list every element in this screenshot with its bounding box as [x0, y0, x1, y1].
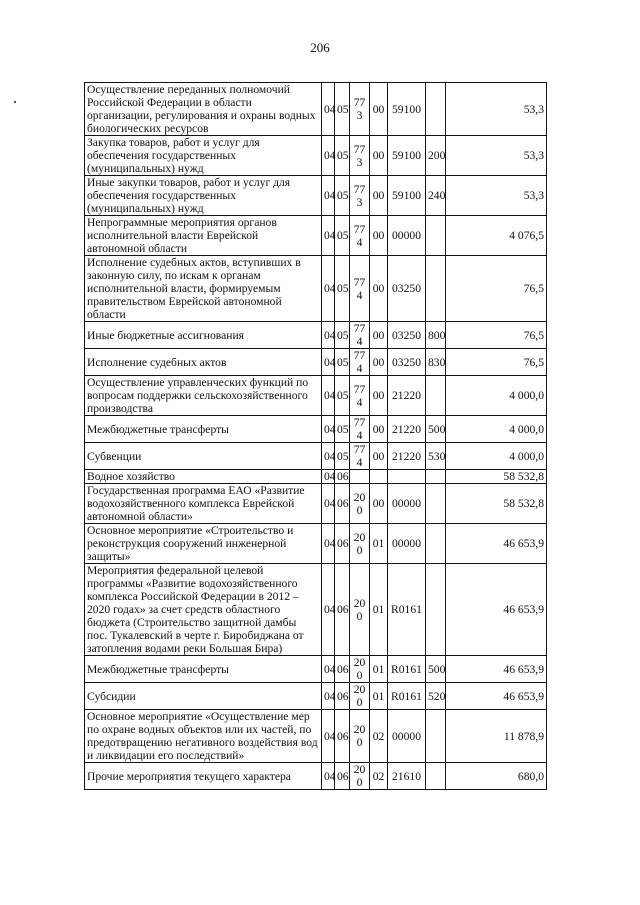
subsection-code-cell: 05 — [335, 83, 350, 136]
row-name-cell: Основное мероприятие «Осуществление мер по охране водных объектов или их частей, по предотвращению негативного воздействия вод и ликвидации его последствий» — [85, 710, 322, 763]
table-row — [85, 256, 547, 322]
amount-cell: 46 653,9 — [446, 524, 547, 564]
expense-type-cell: 240 — [426, 176, 446, 216]
subprogram-code-cell: 00 — [370, 416, 388, 443]
program-code-cell: 20 0 — [350, 683, 370, 710]
amount-cell: 46 653,9 — [446, 683, 547, 710]
subprogram-code-cell: 01 — [370, 564, 388, 656]
program-code-cell: 77 3 — [350, 176, 370, 216]
section-code-cell: 04 — [322, 443, 335, 470]
subsection-code-cell: 06 — [335, 683, 350, 710]
direction-code-cell: 21610 — [388, 763, 426, 790]
row-name-cell: Осуществление управленческих функций по вопросам поддержки сельскохозяйственного производства — [85, 376, 322, 416]
row-name-cell: Прочие мероприятия текущего характера — [85, 763, 322, 790]
section-code-cell: 04 — [322, 470, 335, 484]
subsection-code-cell: 06 — [335, 564, 350, 656]
amount-cell: 680,0 — [446, 763, 547, 790]
program-code-cell: 77 4 — [350, 349, 370, 376]
subprogram-code-cell: 02 — [370, 710, 388, 763]
table-row — [85, 416, 547, 443]
expense-type-cell: 500 — [426, 656, 446, 683]
section-code-cell: 04 — [322, 322, 335, 349]
section-code-cell: 04 — [322, 656, 335, 683]
row-name-cell: Водное хозяйство — [85, 470, 322, 484]
direction-code-cell: R0161 — [388, 564, 426, 656]
amount-cell: 46 653,9 — [446, 564, 547, 656]
expense-type-cell — [426, 763, 446, 790]
expense-type-cell: 520 — [426, 683, 446, 710]
section-code-cell: 04 — [322, 349, 335, 376]
expense-type-cell — [426, 470, 446, 484]
direction-code-cell: 03250 — [388, 256, 426, 322]
subprogram-code-cell: 00 — [370, 256, 388, 322]
section-code-cell: 04 — [322, 176, 335, 216]
section-code-cell: 04 — [322, 216, 335, 256]
table-row — [85, 443, 547, 470]
subsection-code-cell: 06 — [335, 524, 350, 564]
amount-cell: 76,5 — [446, 256, 547, 322]
amount-cell: 53,3 — [446, 83, 547, 136]
section-code-cell: 04 — [322, 376, 335, 416]
expense-type-cell — [426, 710, 446, 763]
program-code-cell: 77 4 — [350, 216, 370, 256]
subsection-code-cell: 05 — [335, 176, 350, 216]
subprogram-code-cell: 00 — [370, 216, 388, 256]
table-row — [85, 470, 547, 484]
expense-type-cell: 200 — [426, 136, 446, 176]
expense-type-cell — [426, 83, 446, 136]
program-code-cell: 77 3 — [350, 136, 370, 176]
subsection-code-cell: 05 — [335, 216, 350, 256]
row-name-cell: Межбюджетные трансферты — [85, 416, 322, 443]
section-code-cell: 04 — [322, 763, 335, 790]
table-row — [85, 349, 547, 376]
direction-code-cell: 00000 — [388, 710, 426, 763]
table-row — [85, 484, 547, 524]
direction-code-cell: 00000 — [388, 524, 426, 564]
program-code-cell: 77 4 — [350, 322, 370, 349]
section-code-cell: 04 — [322, 710, 335, 763]
subprogram-code-cell: 01 — [370, 683, 388, 710]
direction-code-cell: 03250 — [388, 322, 426, 349]
subsection-code-cell: 05 — [335, 349, 350, 376]
section-code-cell: 04 — [322, 136, 335, 176]
subprogram-code-cell: 00 — [370, 176, 388, 216]
subprogram-code-cell: 00 — [370, 322, 388, 349]
section-code-cell: 04 — [322, 83, 335, 136]
subsection-code-cell: 05 — [335, 256, 350, 322]
page-number: 206 — [310, 40, 330, 55]
expense-type-cell: 830 — [426, 349, 446, 376]
subsection-code-cell: 06 — [335, 763, 350, 790]
amount-cell: 58 532,8 — [446, 470, 547, 484]
amount-cell: 4 000,0 — [446, 376, 547, 416]
table-row — [85, 322, 547, 349]
subprogram-code-cell: 00 — [370, 376, 388, 416]
subsection-code-cell: 05 — [335, 416, 350, 443]
expense-type-cell: 500 — [426, 416, 446, 443]
direction-code-cell: 00000 — [388, 216, 426, 256]
subprogram-code-cell: 02 — [370, 763, 388, 790]
expense-type-cell — [426, 216, 446, 256]
table-row — [85, 656, 547, 683]
program-code-cell: 20 0 — [350, 656, 370, 683]
amount-cell: 4 076,5 — [446, 216, 547, 256]
row-name-cell: Непрограммные мероприятия органов исполнительной власти Еврейской автономной области — [85, 216, 322, 256]
direction-code-cell: R0161 — [388, 656, 426, 683]
subsection-code-cell: 05 — [335, 443, 350, 470]
subsection-code-cell: 06 — [335, 470, 350, 484]
expense-type-cell — [426, 524, 446, 564]
amount-cell: 46 653,9 — [446, 656, 547, 683]
amount-cell: 53,3 — [446, 176, 547, 216]
subsection-code-cell: 06 — [335, 710, 350, 763]
table-row — [85, 376, 547, 416]
row-name-cell: Субсидии — [85, 683, 322, 710]
section-code-cell: 04 — [322, 683, 335, 710]
direction-code-cell: 03250 — [388, 349, 426, 376]
table-row — [85, 710, 547, 763]
section-code-cell: 04 — [322, 256, 335, 322]
table-row — [85, 83, 547, 136]
program-code-cell — [350, 470, 370, 484]
program-code-cell: 20 0 — [350, 564, 370, 656]
program-code-cell: 20 0 — [350, 763, 370, 790]
subprogram-code-cell: 00 — [370, 349, 388, 376]
row-name-cell: Исполнение судебных актов, вступивших в законную силу, по искам к органам исполнительной власти, формируемым правительством Еврейской автономной области — [85, 256, 322, 322]
amount-cell: 53,3 — [446, 136, 547, 176]
table-row — [85, 763, 547, 790]
row-name-cell: Государственная программа ЕАО «Развитие водохозяйственного комплекса Еврейской автономной области» — [85, 484, 322, 524]
program-code-cell: 77 4 — [350, 256, 370, 322]
subprogram-code-cell: 00 — [370, 83, 388, 136]
direction-code-cell: 59100 — [388, 136, 426, 176]
budget-table — [84, 82, 547, 790]
program-code-cell: 20 0 — [350, 710, 370, 763]
program-code-cell: 77 4 — [350, 376, 370, 416]
expense-type-cell — [426, 376, 446, 416]
amount-cell: 76,5 — [446, 322, 547, 349]
amount-cell: 58 532,8 — [446, 484, 547, 524]
amount-cell: 4 000,0 — [446, 443, 547, 470]
scan-speck — [14, 101, 16, 103]
table-row — [85, 524, 547, 564]
expense-type-cell: 530 — [426, 443, 446, 470]
table-row — [85, 176, 547, 216]
subprogram-code-cell: 00 — [370, 443, 388, 470]
subsection-code-cell: 06 — [335, 484, 350, 524]
row-name-cell: Осуществление переданных полномочий Российской Федерации в области организации, регулирования и охраны водных биологических ресурсов — [85, 83, 322, 136]
row-name-cell: Основное мероприятие «Строительство и реконструкция сооружений инженерной защиты» — [85, 524, 322, 564]
direction-code-cell: 00000 — [388, 484, 426, 524]
amount-cell: 4 000,0 — [446, 416, 547, 443]
direction-code-cell: 59100 — [388, 176, 426, 216]
program-code-cell: 77 3 — [350, 83, 370, 136]
row-name-cell: Иные бюджетные ассигнования — [85, 322, 322, 349]
section-code-cell: 04 — [322, 416, 335, 443]
subsection-code-cell: 05 — [335, 322, 350, 349]
section-code-cell: 04 — [322, 484, 335, 524]
subprogram-code-cell: 00 — [370, 484, 388, 524]
subsection-code-cell: 06 — [335, 656, 350, 683]
program-code-cell: 20 0 — [350, 524, 370, 564]
table-row — [85, 564, 547, 656]
direction-code-cell: 59100 — [388, 83, 426, 136]
section-code-cell: 04 — [322, 564, 335, 656]
row-name-cell: Субвенции — [85, 443, 322, 470]
section-code-cell: 04 — [322, 524, 335, 564]
subprogram-code-cell: 00 — [370, 136, 388, 176]
row-name-cell: Мероприятия федеральной целевой программы «Развитие водохозяйственного комплекса Российской Федерации в 2012 – 2020 годах» за счет средств областного бюджета (Строительство защитной дамбы пос. Тукалевский в черте г. Биробиджана от затопления водами реки Большая Бира) — [85, 564, 322, 656]
program-code-cell: 20 0 — [350, 484, 370, 524]
amount-cell: 76,5 — [446, 349, 547, 376]
direction-code-cell: 21220 — [388, 443, 426, 470]
amount-cell: 11 878,9 — [446, 710, 547, 763]
program-code-cell: 77 4 — [350, 443, 370, 470]
expense-type-cell — [426, 564, 446, 656]
row-name-cell: Межбюджетные трансферты — [85, 656, 322, 683]
expense-type-cell: 800 — [426, 322, 446, 349]
table-row — [85, 136, 547, 176]
direction-code-cell — [388, 470, 426, 484]
expense-type-cell — [426, 484, 446, 524]
row-name-cell: Иные закупки товаров, работ и услуг для обеспечения государственных (муниципальных) нужд — [85, 176, 322, 216]
program-code-cell: 77 4 — [350, 416, 370, 443]
row-name-cell: Закупка товаров, работ и услуг для обеспечения государственных (муниципальных) нужд — [85, 136, 322, 176]
subprogram-code-cell — [370, 470, 388, 484]
subprogram-code-cell: 01 — [370, 524, 388, 564]
expense-type-cell — [426, 256, 446, 322]
subsection-code-cell: 05 — [335, 376, 350, 416]
table-row — [85, 683, 547, 710]
direction-code-cell: R0161 — [388, 683, 426, 710]
direction-code-cell: 21220 — [388, 376, 426, 416]
table-row — [85, 216, 547, 256]
row-name-cell: Исполнение судебных актов — [85, 349, 322, 376]
direction-code-cell: 21220 — [388, 416, 426, 443]
subprogram-code-cell: 01 — [370, 656, 388, 683]
budget-table-body — [85, 83, 547, 790]
subsection-code-cell: 05 — [335, 136, 350, 176]
